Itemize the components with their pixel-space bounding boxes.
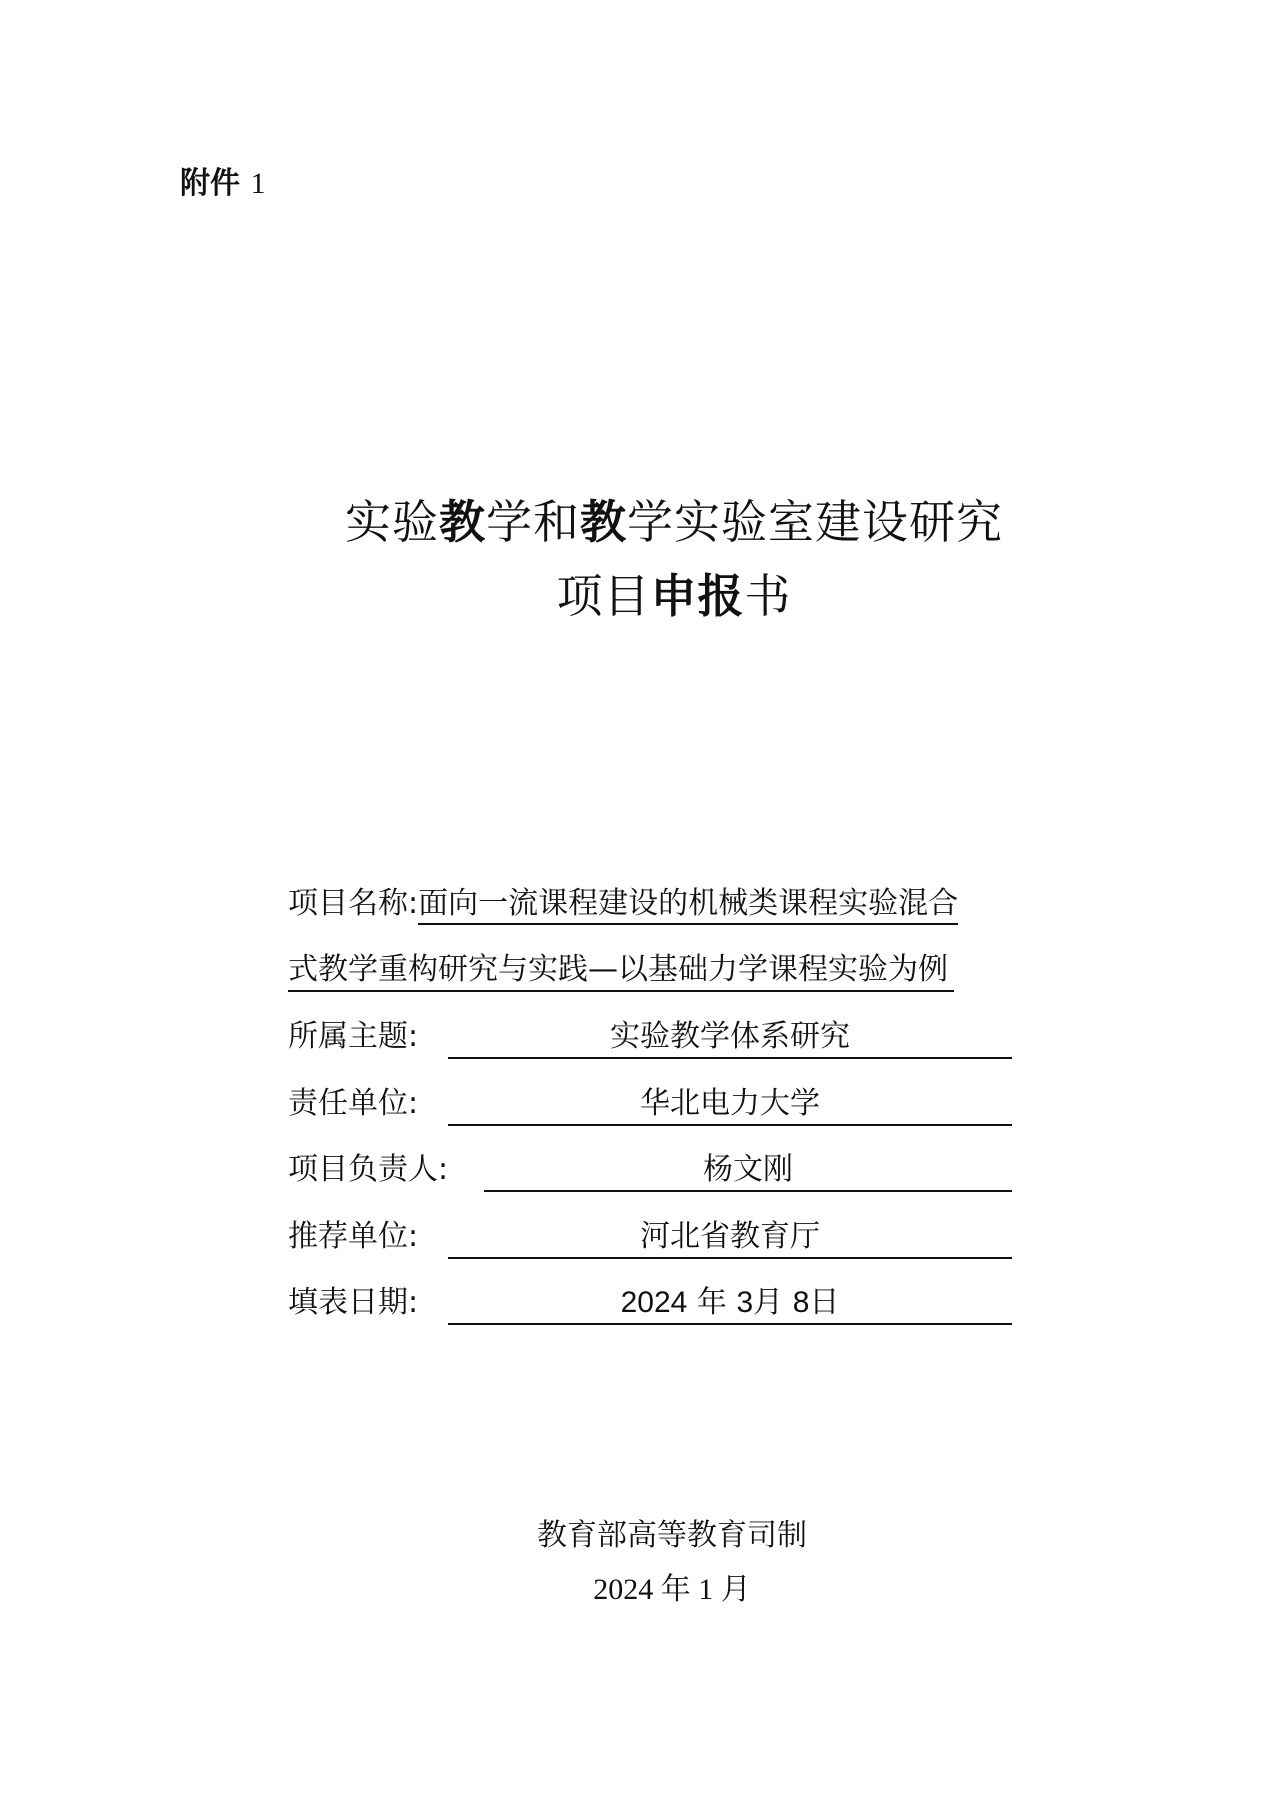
- responsible-unit-value: 华北电力大学: [640, 1086, 820, 1121]
- fill-date-day: 8: [792, 1286, 810, 1319]
- footer-date: 2024 年 1 月: [593, 1573, 751, 1606]
- theme-field: [288, 1017, 1014, 1061]
- project-leader-value: 杨文刚: [703, 1152, 793, 1187]
- project-name-line-1: [288, 884, 958, 924]
- attachment-number: 1: [250, 167, 266, 200]
- title-line-1-segment-1: 教: [439, 495, 486, 549]
- recommending-unit-field: [288, 1217, 1014, 1261]
- project-name-value-2: 式教学重构研究与实践—以基础力学课程实验为例: [288, 952, 948, 987]
- attachment-label: [180, 164, 265, 204]
- title-line-2-segment-1: 申报: [650, 569, 745, 623]
- theme-underline: [448, 1017, 1012, 1059]
- fill-date-label: 填表日期:: [288, 1285, 419, 1320]
- title-line-1-segment-2: 学和: [486, 495, 580, 549]
- recommending-unit-label: 推荐单位:: [288, 1219, 419, 1254]
- title-line-1-segment-4: 学实验室建设研究: [627, 495, 1003, 549]
- responsible-unit-underline: [448, 1084, 1012, 1126]
- responsible-unit-label: 责任单位:: [288, 1086, 419, 1121]
- fill-date-month: 3: [736, 1286, 754, 1319]
- fill-date-underline: [448, 1283, 1012, 1325]
- fill-date-month-char: 月: [753, 1285, 784, 1320]
- project-leader-label: 项目负责人:: [288, 1152, 449, 1187]
- document-title-line-2: [40, 566, 1268, 626]
- project-leader-underline: [484, 1150, 1012, 1192]
- title-line-1-segment-3: 教: [580, 495, 627, 549]
- title-line-2-segment-2: 书: [744, 569, 792, 623]
- fill-date-day-char: 日: [809, 1285, 840, 1320]
- attachment-label-text: 附件: [180, 166, 240, 201]
- fill-date-year-char: 年: [696, 1285, 727, 1320]
- project-name-value-1: 面向一流课程建设的机械类课程实验混合: [418, 886, 958, 925]
- fill-date-value: [448, 1283, 1012, 1323]
- project-name-label: 项目名称:: [288, 886, 419, 921]
- project-leader-field: [288, 1150, 1014, 1194]
- footer-issuer: 教育部高等教育司制: [537, 1518, 807, 1553]
- title-line-1-segment-0: 实验: [345, 495, 439, 549]
- fill-date-field: [288, 1283, 1014, 1327]
- document-title-line-1: [40, 492, 1268, 552]
- title-line-2-segment-0: 项目: [556, 569, 651, 623]
- responsible-unit-field: [288, 1084, 1014, 1128]
- recommending-unit-value: 河北省教育厅: [640, 1219, 820, 1254]
- fill-date-year: 2024: [620, 1286, 688, 1319]
- project-name-line-2: [288, 950, 954, 992]
- theme-value: 实验教学体系研究: [610, 1019, 850, 1054]
- recommending-unit-underline: [448, 1217, 1012, 1259]
- theme-label: 所属主题:: [288, 1019, 419, 1054]
